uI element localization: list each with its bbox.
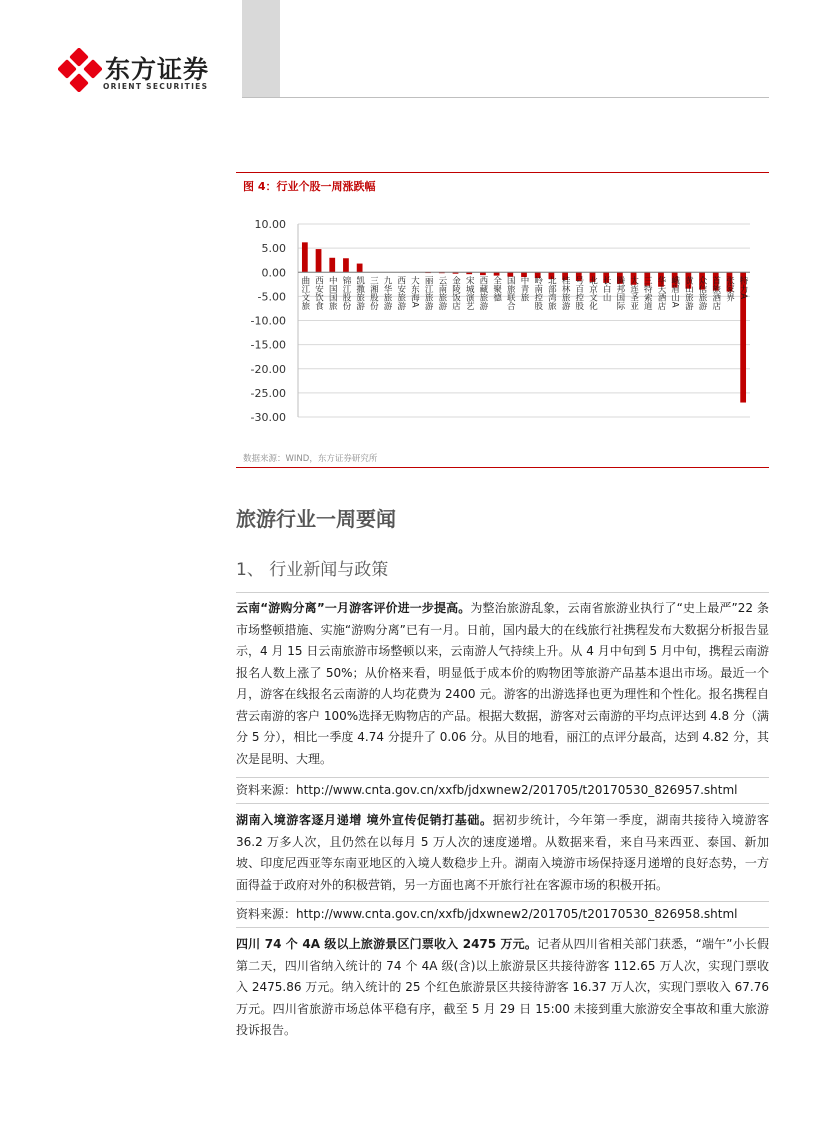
bar-中国国旅: [329, 258, 335, 272]
news-body: 记者从四川省相关部门获悉，“端午”小长假第二天，四川省纳入统计的 74 个 4A 级(含)以上旅游景区共接待游客 112.65 万人次，实现门票收入 2475.86 万元。纳入统计的 25 个红色旅游景区共接待游客 16.37 万人次，实现门票收入 67.76 万元。四川省旅游市场总体平稳有序，截至 5 月 29 日 15:00 未接到重大旅游安全事故和重大旅游投诉报告。: [236, 937, 769, 1037]
x-category-label: 中国国旅: [327, 276, 338, 311]
x-category-label: 西安饮食: [313, 276, 324, 311]
news-body: 据初步统计，今年第一季度，湖南共接待入境游客 36.2 万多人次，且仍然在以每月 5 万人次的速度递增。从数据来看，来自马来西亚、泰国、新加坡、印度尼西亚等东南亚地区的入境人数稳步上升。湖南入境游市场保持逐月递增的良好态势，一方面得益于政府对外的积极营销，另一方面也离不开旅行社在客源市场的积极开拓。: [236, 813, 769, 892]
x-category-label: 黄山旅游: [683, 276, 694, 311]
x-category-label: 西安旅游: [395, 276, 406, 311]
stock-weekly-change-chart: [240, 200, 770, 445]
news-headline: 云南“游购分离”一月游客评价进一步提高。: [236, 601, 471, 615]
bar-凯撒旅游: [357, 264, 363, 273]
x-category-label: 张家界: [724, 276, 735, 302]
figure-bottom-rule: [236, 467, 769, 468]
x-category-label: 丽江旅游: [423, 276, 434, 311]
x-category-label: 特力A: [738, 276, 749, 300]
x-category-label: 腾邦国际: [614, 276, 625, 311]
bar-chart-svg: [240, 200, 770, 445]
x-category-label: 中青旅: [519, 276, 529, 302]
logo-chinese-name: 东方证券: [105, 55, 210, 84]
x-category-label: 华天酒店: [655, 276, 666, 311]
x-category-label: 锦江股份: [340, 276, 351, 311]
x-category-label: 全聚德: [491, 276, 502, 302]
news-source-yunnan: [236, 781, 737, 798]
x-category-label: 三特索道: [642, 276, 653, 311]
source-label: 资料来源：: [236, 783, 297, 797]
news-separator: [236, 803, 769, 804]
news-separator: [236, 901, 769, 902]
x-category-label: 众信旅游: [697, 276, 708, 311]
y-tick-label: 10.00: [254, 218, 286, 231]
y-tick-label: -30.00: [250, 411, 286, 424]
x-category-label: 北部湾旅: [546, 276, 557, 311]
x-category-label: 曲江文旅: [299, 276, 310, 311]
x-category-label: 云南旅游: [436, 276, 447, 311]
news-headline: 四川 74 个 4A 级以上旅游景区门票收入 2475 万元。: [236, 937, 538, 951]
figure-source-note: 数据来源：WIND，东方证券研究所: [243, 454, 378, 464]
x-category-label: 号百控股: [573, 276, 584, 311]
news-separator: [236, 777, 769, 778]
figure-title: 图 4：行业个股一周涨跌幅: [243, 180, 376, 193]
logo-english-name: ORIENT SECURITIES: [103, 82, 209, 91]
news-source-hunan: [236, 905, 737, 922]
y-tick-label: -10.00: [250, 314, 286, 328]
x-category-label: 北京文化: [587, 276, 598, 311]
source-link[interactable]: http://www.cnta.gov.cn/xxfb/jdxwnew2/201705/t20170530_826957.shtml: [296, 783, 738, 797]
orient-securities-logo: [58, 48, 228, 98]
x-category-label: 金陵饭店: [450, 276, 461, 311]
y-tick-label: -5.00: [257, 290, 286, 304]
header-divider: [242, 97, 769, 98]
news-paragraph-sichuan: [236, 934, 769, 1042]
news-body: 为整治旅游乱象，云南省旅游业执行了“史上最严”22 条市场整顿措施、实施“游购分离”已有一月。日前，国内最大的在线旅行社携程发布大数据分析报告显示，4 月 15 日云南旅游市场整顿以来，云南游人气持续上升。从 4 月中旬到 5 月中旬，携程云南游报名人数上涨了 50%；从价格来看，明显低于成本价的购物团等旅游产品基本退出市场。最近一个月，游客在线报名云南游的人均花费为 2400 元。游客的出游选择也更为理性和个性化。报名携程自营云南游的客户 100%选择无购物店的产品。根据大数据，游客对云南游的平均点评达到 4.8 分（满分 5 分），相比一季度 4.74 分提升了 0.06 分。从目的地看，丽江的点评分最高，达到 4.82 分，其次是昆明、大理。: [236, 601, 769, 766]
section-subtitle: 1、 行业新闻与政策: [236, 560, 389, 580]
section-title: 旅游行业一周要闻: [236, 507, 396, 531]
y-tick-label: 0.00: [261, 266, 286, 280]
source-link[interactable]: http://www.cnta.gov.cn/xxfb/jdxwnew2/201705/t20170530_826958.shtml: [296, 907, 738, 921]
bar-西安饮食: [316, 249, 322, 272]
x-category-label: 宋城演艺: [464, 276, 475, 311]
x-category-label: 国旅联合: [505, 276, 516, 311]
x-category-label: 峨眉山A: [669, 276, 680, 308]
x-category-label: 凯撒旅游: [354, 276, 365, 311]
y-tick-label: -20.00: [250, 362, 286, 376]
x-category-label: 岭南控股: [532, 276, 543, 311]
y-tick-label: -25.00: [250, 386, 286, 400]
bar-锦江股份: [343, 258, 349, 272]
x-category-label: 桂林旅游: [560, 276, 571, 311]
news-headline: 湖南入境游客逐月递增 境外宣传促销打基础。: [236, 813, 493, 827]
news-separator: [236, 927, 769, 928]
news-paragraph-hunan: [236, 810, 769, 896]
x-category-label: 九华旅游: [382, 276, 393, 311]
x-category-label: 大连圣亚: [628, 276, 639, 311]
x-category-label: 西藏旅游: [477, 276, 488, 311]
x-category-label: 三湘股份: [368, 276, 379, 311]
source-label: 资料来源：: [236, 907, 297, 921]
y-tick-label: 5.00: [261, 242, 286, 256]
x-category-label: 首旅酒店: [710, 276, 721, 311]
news-separator: [236, 592, 769, 593]
header-gray-bar: [242, 0, 280, 97]
y-tick-label: -15.00: [250, 338, 286, 352]
figure-top-rule: [236, 172, 769, 173]
logo-mark-icon: [58, 48, 102, 92]
bar-全聚德: [494, 272, 500, 275]
x-category-label: 大东海A: [409, 276, 420, 308]
x-category-label: 长白山: [601, 276, 612, 302]
bar-曲江文旅: [302, 242, 308, 272]
news-paragraph-yunnan: [236, 598, 769, 770]
